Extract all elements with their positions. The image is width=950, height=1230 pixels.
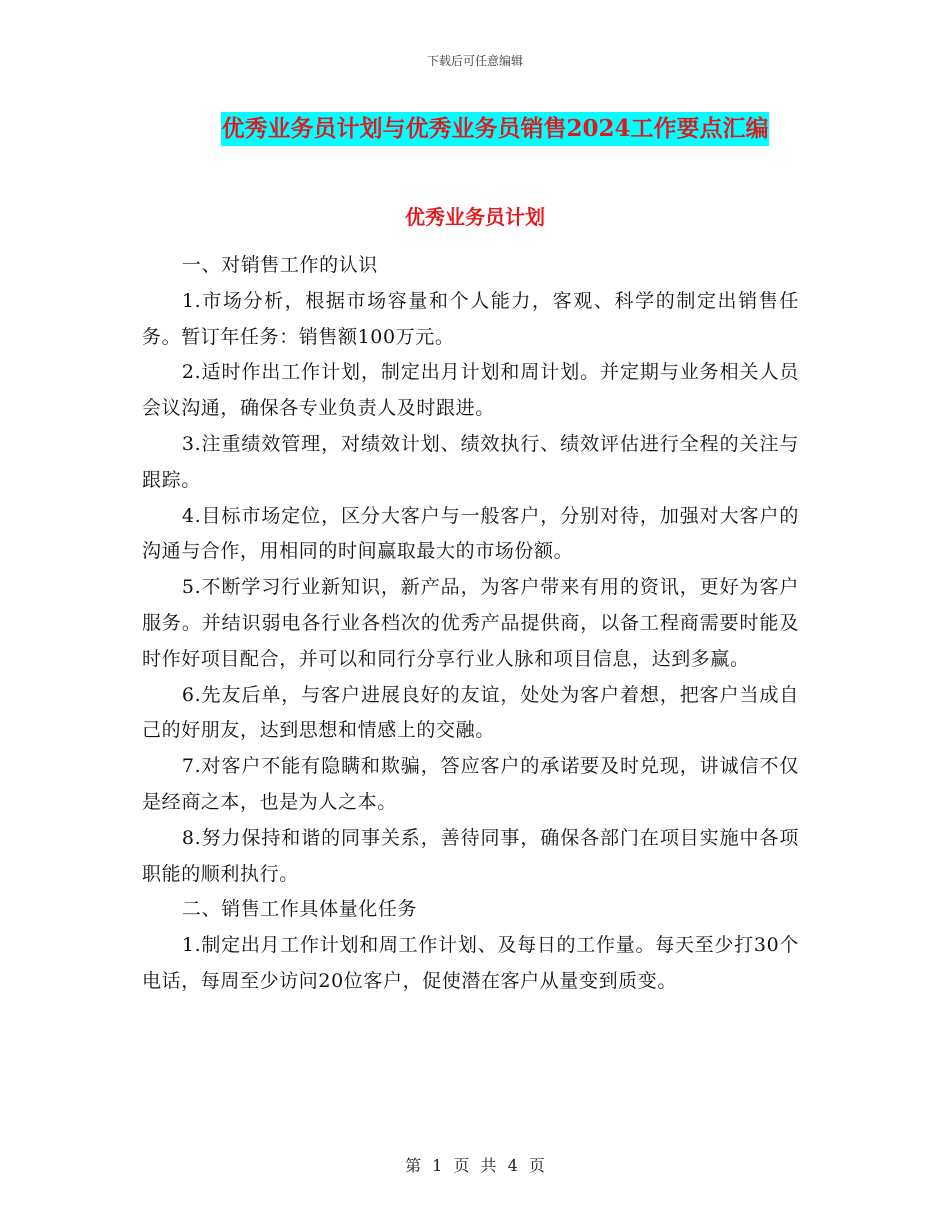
paragraph-item: 7.对客户不能有隐瞒和欺骗，答应客户的承诺要及时兑现，讲诚信不仅是经商之本，也是为人之本。 (142, 755, 799, 813)
paragraph-item: 5.不断学习行业新知识，新产品，为客户带来有用的资讯，更好为客户服务。并结识弱电各行业各档次的优秀产品提供商，以备工程商需要时能及时作好项目配合，并可以和同行分享行业人脉和项目信息，达到多赢。 (142, 576, 799, 670)
paragraph-item: 1.市场分析，根据市场容量和个人能力，客观、科学的制定出销售任务。暂订年任务：销售额100万元。 (142, 289, 799, 348)
document-title-container (0, 112, 950, 146)
paragraph-item: 2.适时作出工作计划，制定出月计划和周计划。并定期与业务相关人员会议沟通，确保各专业负责人及时跟进。 (142, 361, 799, 420)
paragraph-item: 6.先友后单，与客户进展良好的友谊，处处为客户着想，把客户当成自己的好朋友，达到思想和情感上的交融。 (142, 683, 799, 742)
document-title: 优秀业务员计划与优秀业务员销售2024工作要点汇编 (221, 112, 768, 146)
paragraph-heading-2: 二、销售工作具体量化任务 (181, 898, 418, 921)
document-body (142, 248, 799, 1000)
page-footer-number: 第 1 页 共 4 页 (405, 1156, 545, 1175)
paragraph-heading-1: 一、对销售工作的认识 (181, 254, 378, 276)
page-header-note: 下载后可任意编辑 (426, 54, 523, 68)
paragraph-item: 1.制定出月工作计划和周工作计划、及每日的工作量。每天至少打30个电话，每周至少访问20位客户，促使潜在客户从量变到质变。 (142, 934, 799, 992)
section-title: 优秀业务员计划 (405, 205, 545, 229)
paragraph-item: 4.目标市场定位，区分大客户与一般客户，分别对待，加强对大客户的沟通与合作，用相同的时间赢取最大的市场份额。 (142, 504, 799, 563)
paragraph-item: 8.努力保持和谐的同事关系，善待同事，确保各部门在项目实施中各项职能的顺利执行。 (142, 826, 799, 885)
paragraph-item: 3.注重绩效管理，对绩效计划、绩效执行、绩效评估进行全程的关注与跟踪。 (142, 432, 799, 491)
